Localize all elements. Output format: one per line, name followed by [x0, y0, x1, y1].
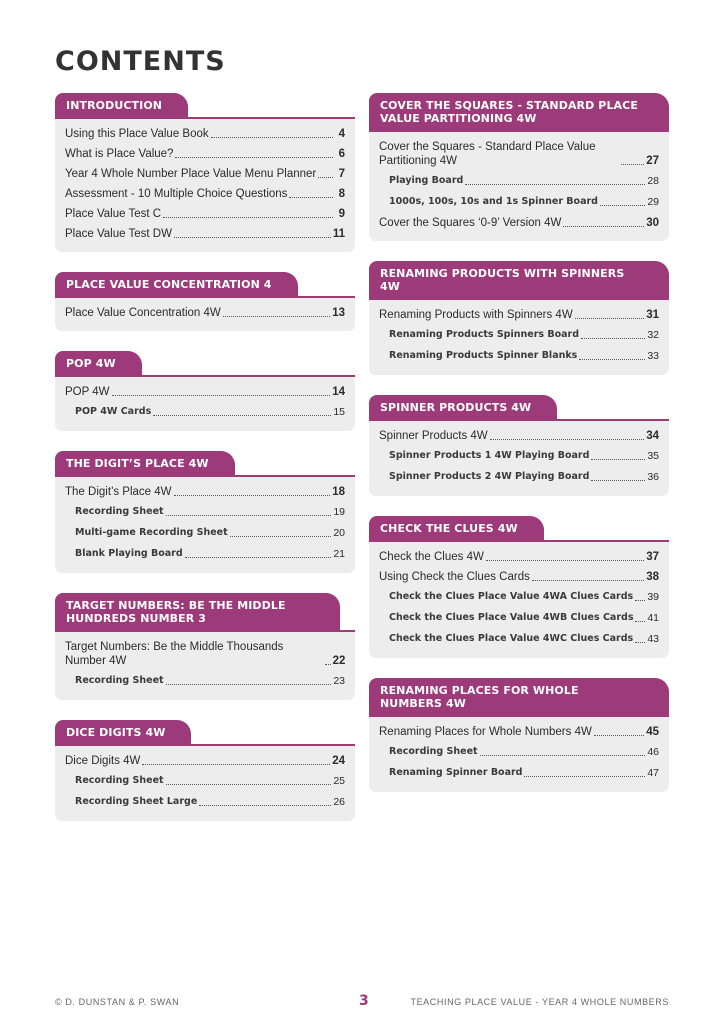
section-place-value-concentration	[55, 272, 355, 331]
page-title: CONTENTS	[55, 46, 226, 77]
section-title: SPINNER PRODUCTS 4W	[369, 395, 557, 419]
section-entries	[369, 298, 669, 375]
section-check-the-clues	[369, 516, 669, 658]
toc-entry[interactable]: POP 4W 14	[65, 386, 345, 398]
section-title: TARGET NUMBERS: BE THE MIDDLE HUNDREDS NUMBER 3	[55, 593, 340, 630]
section-entries	[369, 130, 669, 241]
section-cover-the-squares	[369, 93, 669, 241]
toc-subentry[interactable]: Recording Sheet 46	[389, 746, 659, 758]
toc-subentry[interactable]: POP 4W Cards 15	[75, 406, 345, 418]
section-entries	[55, 296, 355, 331]
toc-subentry[interactable]: Renaming Products Spinner Blanks 33	[389, 350, 659, 362]
toc-entry[interactable]: Place Value Test DW 11	[65, 228, 345, 240]
contents-left-column	[55, 93, 355, 821]
toc-subentry[interactable]: Recording Sheet 25	[75, 775, 345, 787]
toc-subentry[interactable]: Check the Clues Place Value 4WA Clues Cards 39	[389, 591, 659, 603]
section-title: RENAMING PLACES FOR WHOLE NUMBERS 4W	[369, 678, 669, 715]
section-entries	[55, 475, 355, 573]
section-title: THE DIGIT’S PLACE 4W	[55, 451, 235, 475]
toc-entry[interactable]: The Digit’s Place 4W 18	[65, 486, 345, 498]
section-title: RENAMING PRODUCTS WITH SPINNERS 4W	[369, 261, 669, 298]
section-entries	[55, 744, 355, 821]
toc-subentry[interactable]: Recording Sheet Large 26	[75, 796, 345, 808]
toc-subentry[interactable]: Spinner Products 1 4W Playing Board 35	[389, 450, 659, 462]
section-renaming-products	[369, 261, 669, 375]
toc-entry[interactable]: Year 4 Whole Number Place Value Menu Planner 7	[65, 168, 345, 180]
toc-subentry[interactable]: Check the Clues Place Value 4WB Clues Cards 41	[389, 612, 659, 624]
toc-entry[interactable]: Cover the Squares ‘0-9’ Version 4W 30	[379, 217, 659, 229]
section-entries	[369, 419, 669, 496]
section-dice-digits	[55, 720, 355, 821]
section-entries	[55, 375, 355, 431]
page-number: 3	[359, 993, 370, 1009]
section-title: INTRODUCTION	[55, 93, 188, 117]
toc-subentry[interactable]: Recording Sheet 23	[75, 675, 345, 687]
book-title: TEACHING PLACE VALUE - YEAR 4 WHOLE NUMBERS	[410, 997, 669, 1007]
toc-entry[interactable]: What is Place Value? 6	[65, 148, 345, 160]
section-title: COVER THE SQUARES - STANDARD PLACE VALUE PARTITIONING 4W	[369, 93, 669, 130]
section-renaming-places	[369, 678, 669, 792]
section-title: POP 4W	[55, 351, 142, 375]
section-entries	[369, 715, 669, 792]
section-title: CHECK THE CLUES 4W	[369, 516, 544, 540]
toc-entry[interactable]: Cover the Squares - Standard Place Value Partitioning 4W 27	[379, 141, 659, 167]
toc-subentry[interactable]: 1000s, 100s, 10s and 1s Spinner Board 29	[389, 196, 659, 208]
section-entries	[55, 630, 355, 700]
section-pop	[55, 351, 355, 431]
toc-entry[interactable]: Place Value Concentration 4W 13	[65, 307, 345, 319]
toc-entry[interactable]: Assessment - 10 Multiple Choice Questions 8	[65, 188, 345, 200]
section-digits-place	[55, 451, 355, 573]
toc-subentry[interactable]: Blank Playing Board 21	[75, 548, 345, 560]
section-target-numbers	[55, 593, 355, 700]
toc-subentry[interactable]: Renaming Products Spinners Board 32	[389, 329, 659, 341]
toc-subentry[interactable]: Spinner Products 2 4W Playing Board 36	[389, 471, 659, 483]
toc-subentry[interactable]: Check the Clues Place Value 4WC Clues Cards 43	[389, 633, 659, 645]
section-entries	[55, 117, 355, 252]
copyright-text: © D. DUNSTAN & P. SWAN	[55, 997, 180, 1007]
toc-entry[interactable]: Renaming Places for Whole Numbers 4W 45	[379, 726, 659, 738]
toc-entry[interactable]: Renaming Products with Spinners 4W 31	[379, 309, 659, 321]
toc-subentry[interactable]: Playing Board 28	[389, 175, 659, 187]
section-title: PLACE VALUE CONCENTRATION 4	[55, 272, 298, 296]
toc-entry[interactable]: Target Numbers: Be the Middle Thousands Number 4W 22	[65, 641, 346, 667]
toc-entry[interactable]: Place Value Test C 9	[65, 208, 345, 220]
toc-entry[interactable]: Spinner Products 4W 34	[379, 430, 659, 442]
toc-subentry[interactable]: Renaming Spinner Board 47	[389, 767, 659, 779]
section-title: DICE DIGITS 4W	[55, 720, 191, 744]
section-introduction	[55, 93, 355, 252]
toc-subentry[interactable]: Recording Sheet 19	[75, 506, 345, 518]
toc-subentry[interactable]: Multi-game Recording Sheet 20	[75, 527, 345, 539]
section-spinner-products	[369, 395, 669, 496]
toc-entry[interactable]: Using Check the Clues Cards 38	[379, 571, 659, 583]
toc-entry[interactable]: Check the Clues 4W 37	[379, 551, 659, 563]
contents-right-column	[369, 93, 669, 792]
toc-entry[interactable]: Dice Digits 4W 24	[65, 755, 345, 767]
page-footer	[55, 993, 669, 1011]
section-entries	[369, 540, 669, 658]
toc-entry[interactable]: Using this Place Value Book 4	[65, 128, 345, 140]
